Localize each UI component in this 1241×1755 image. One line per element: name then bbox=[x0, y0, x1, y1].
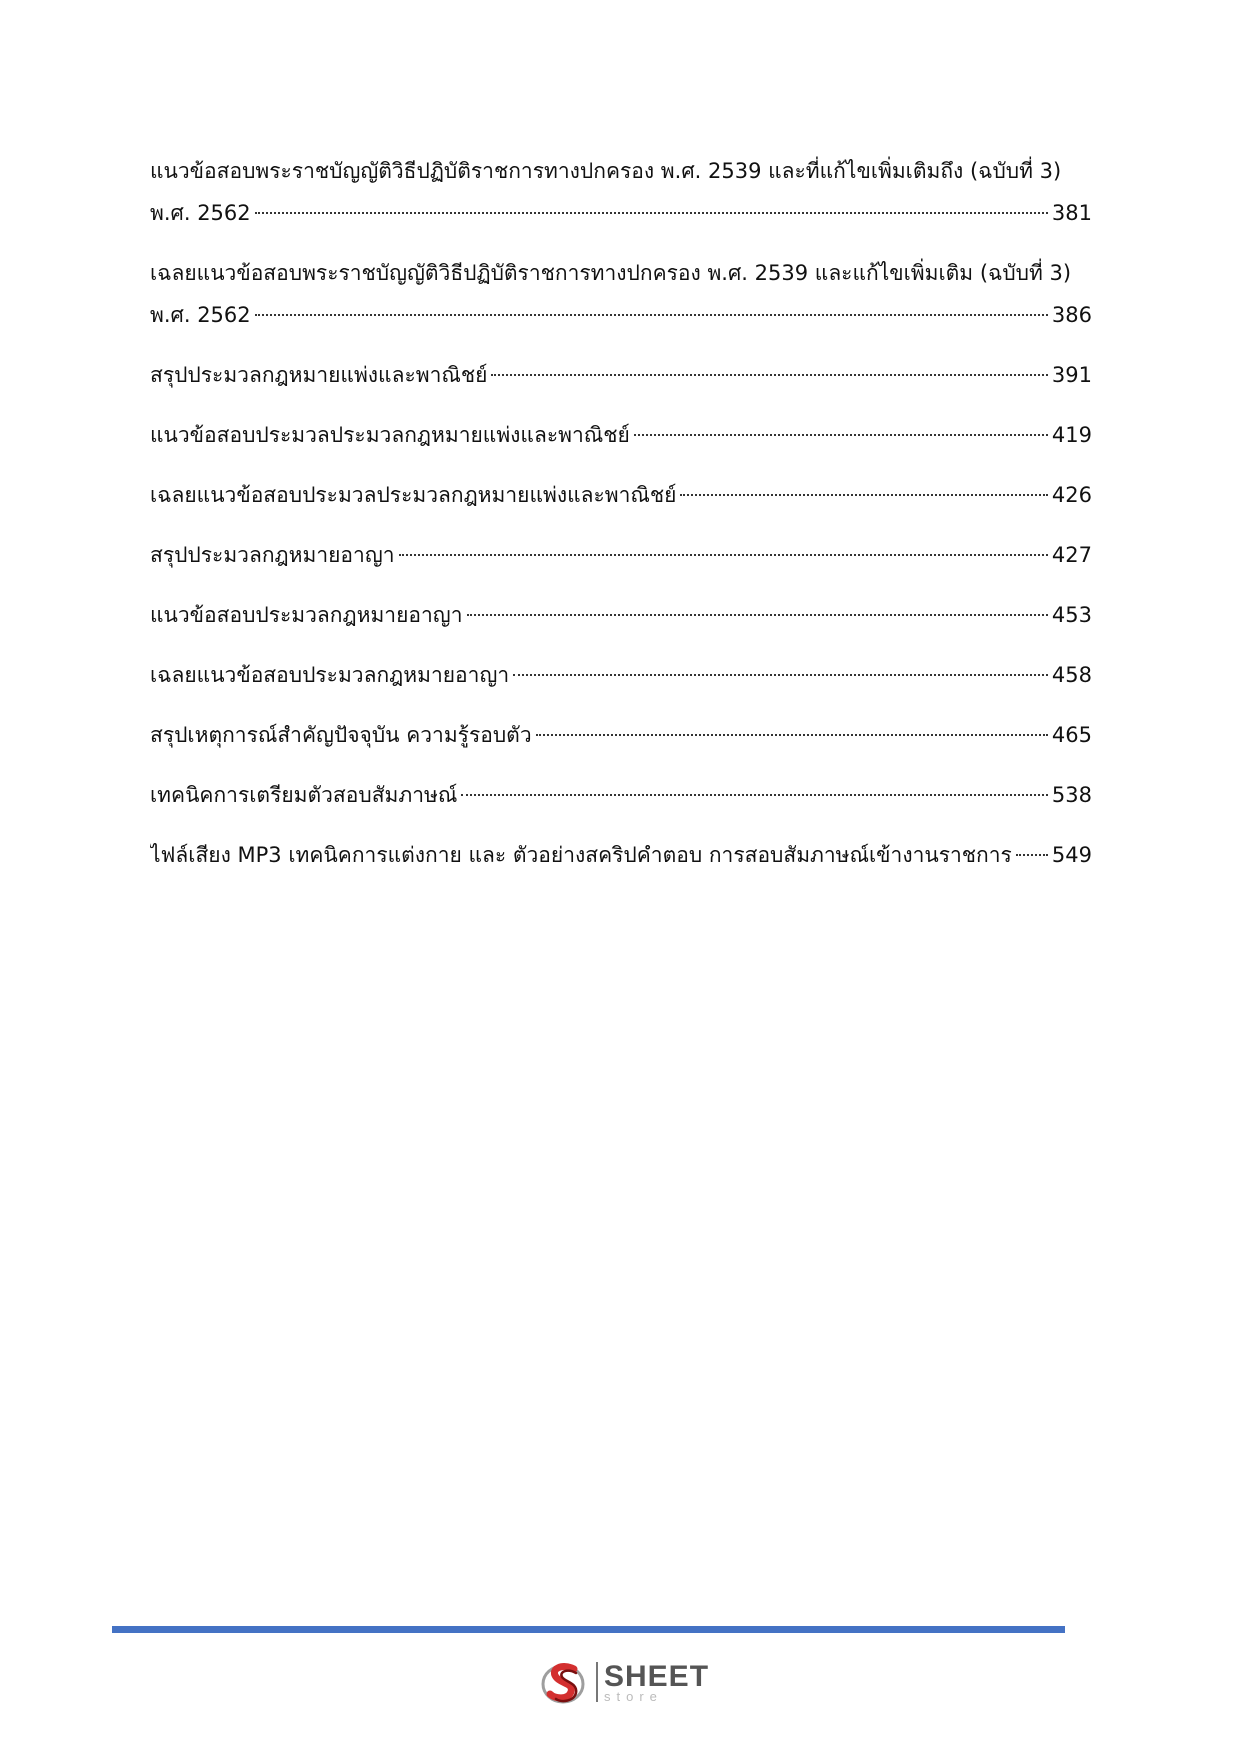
table-of-contents bbox=[150, 150, 1092, 894]
toc-entry-title: สรุปประมวลกฎหมายอาญา bbox=[150, 543, 395, 567]
toc-entry-title: เฉลยแนวข้อสอบประมวลประมวลกฎหมายแพ่งและพาณิชย์ bbox=[150, 483, 677, 507]
toc-entry-page: 391 bbox=[1051, 363, 1092, 387]
toc-entry-title: พ.ศ. 2562 bbox=[150, 201, 251, 225]
dot-leader bbox=[536, 734, 1048, 736]
dot-leader bbox=[634, 434, 1048, 436]
toc-entry-title: เทคนิคการเตรียมตัวสอบสัมภาษณ์ bbox=[150, 783, 458, 807]
toc-entry-page: 426 bbox=[1051, 483, 1092, 507]
toc-entry[interactable] bbox=[150, 252, 1092, 336]
toc-entry[interactable] bbox=[150, 414, 1092, 456]
toc-entry-page: 427 bbox=[1051, 543, 1092, 567]
toc-entry-page: 419 bbox=[1051, 423, 1092, 447]
dot-leader bbox=[513, 674, 1048, 676]
dot-leader bbox=[255, 314, 1048, 316]
toc-entry-title: สรุปเหตุการณ์สำคัญปัจจุบัน ความรู้รอบตัว bbox=[150, 723, 532, 747]
toc-entry[interactable] bbox=[150, 354, 1092, 396]
toc-entry-page: 538 bbox=[1051, 783, 1092, 807]
toc-entry-page: 549 bbox=[1051, 843, 1092, 867]
dot-leader bbox=[1016, 854, 1048, 856]
toc-entry[interactable] bbox=[150, 474, 1092, 516]
toc-entry-title: เฉลยแนวข้อสอบประมวลกฎหมายอาญา bbox=[150, 663, 510, 687]
toc-entry-title: ไฟล์เสียง MP3 เทคนิคการแต่งกาย และ ตัวอย่างสคริปคำตอบ การสอบสัมภาษณ์เข้างานราชการ bbox=[150, 843, 1012, 867]
dot-leader bbox=[399, 554, 1048, 556]
toc-entry[interactable] bbox=[150, 714, 1092, 756]
toc-entry[interactable] bbox=[150, 654, 1092, 696]
toc-entry-page: 386 bbox=[1051, 303, 1092, 327]
toc-entry-page: 381 bbox=[1051, 201, 1092, 225]
footer-rule bbox=[112, 1626, 1065, 1633]
toc-entry[interactable] bbox=[150, 534, 1092, 576]
toc-entry-title: พ.ศ. 2562 bbox=[150, 303, 251, 327]
dot-leader bbox=[491, 374, 1048, 376]
dot-leader bbox=[467, 614, 1048, 616]
toc-entry[interactable] bbox=[150, 834, 1092, 876]
toc-entry[interactable] bbox=[150, 774, 1092, 816]
logo-subtitle: store bbox=[604, 1688, 663, 1704]
toc-entry[interactable] bbox=[150, 594, 1092, 636]
dot-leader bbox=[461, 794, 1048, 796]
sheet-store-logo bbox=[540, 1654, 710, 1710]
toc-entry[interactable] bbox=[150, 150, 1092, 234]
toc-entry-page: 458 bbox=[1051, 663, 1092, 687]
toc-entry-title: สรุปประมวลกฎหมายแพ่งและพาณิชย์ bbox=[150, 363, 488, 387]
toc-entry-title: แนวข้อสอบประมวลกฎหมายอาญา bbox=[150, 603, 463, 627]
logo-name: SHEET bbox=[604, 1659, 710, 1693]
toc-entry-title: แนวข้อสอบประมวลประมวลกฎหมายแพ่งและพาณิชย์ bbox=[150, 423, 630, 447]
logo-divider bbox=[596, 1662, 598, 1702]
dot-leader bbox=[255, 212, 1048, 214]
toc-entry-title-line1: แนวข้อสอบพระราชบัญญัติวิธีปฏิบัติราชการทางปกครอง พ.ศ. 2539 และที่แก้ไขเพิ่มเติมถึง (ฉบับที่ 3) bbox=[150, 159, 1062, 183]
toc-entry-page: 465 bbox=[1051, 723, 1092, 747]
toc-entry-title-line1: เฉลยแนวข้อสอบพระราชบัญญัติวิธีปฏิบัติราชการทางปกครอง พ.ศ. 2539 และแก้ไขเพิ่มเติม (ฉบับที่ 3) bbox=[150, 261, 1072, 285]
toc-entry-page: 453 bbox=[1051, 603, 1092, 627]
dot-leader bbox=[680, 494, 1047, 496]
sheet-store-s-logo-icon bbox=[540, 1657, 590, 1707]
